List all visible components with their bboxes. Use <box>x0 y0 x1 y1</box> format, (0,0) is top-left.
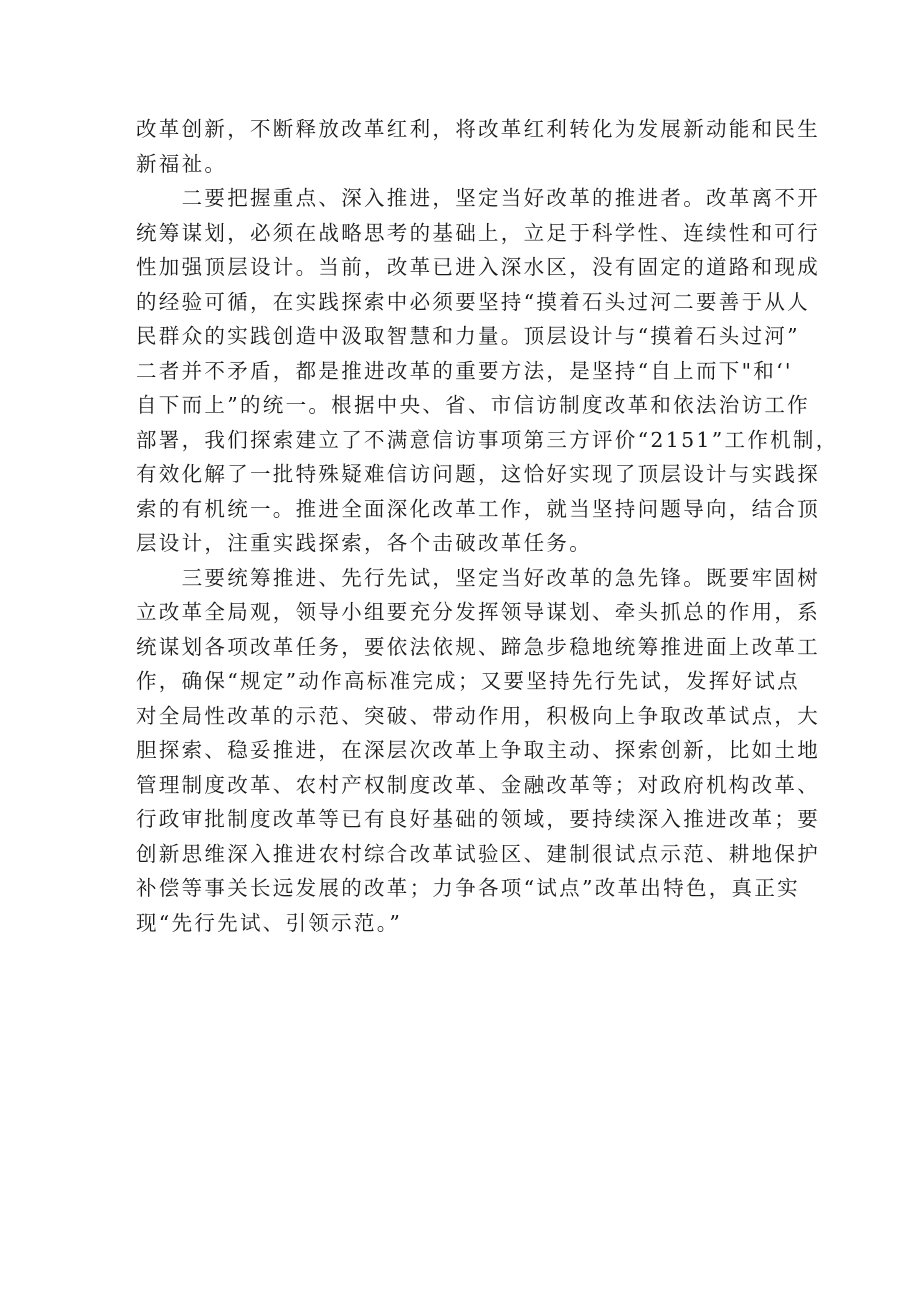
text-line: 补偿等事关长远发展的改革；力争各项“试点”改革出特色，真正实 <box>136 876 800 900</box>
text-line: 民群众的实践创造中汲取智慧和力量。顶层设计与“摸着石头过河” <box>136 324 800 348</box>
text-line: 部署，我们探索建立了不满意信访事项第三方评价“2151”工作机制， <box>136 427 839 452</box>
text-line: 的经验可循，在实践探索中必须要坚持“摸着石头过河二要善于从人 <box>136 289 810 314</box>
text-line: 立改革全局观，领导小组要充分发挥领导谋划、牵头抓总的作用，系 <box>136 600 820 624</box>
text-line: 胆探索、稳妥推进，在深层次改革上争取主动、探索创新，比如土地 <box>136 738 820 762</box>
text-line: 管理制度改革、农村产权制度改革、金融改革等；对政府机构改革、 <box>136 772 820 797</box>
text-line: 统谋划各项改革任务，要依法依规、蹄急步稳地统筹推进面上改革工 <box>136 634 820 659</box>
text-line: 性加强顶层设计。当前，改革已进入深水区，没有固定的道路和现成 <box>136 255 820 279</box>
text-line: 新福祉。 <box>136 151 228 176</box>
text-line: 二者并不矛盾，都是推进改革的重要方法，是坚持“自上而下"和‘' <box>136 358 793 383</box>
text-line: 索的有机统一。推进全面深化改革工作，就当坚持问题导向，结合顶 <box>136 496 820 521</box>
text-line: 三要统筹推进、先行先试，坚定当好改革的急先锋。既要牢固树 <box>136 565 820 590</box>
text-line: 有效化解了一批特殊疑难信访问题，这恰好实现了顶层设计与实践探 <box>136 462 820 486</box>
text-line: 作，确保“规定”动作高标准完成；又要坚持先行先试，发挥好试点 <box>136 669 800 693</box>
text-line: 层设计，注重实践探索，各个击破改革任务。 <box>136 531 592 555</box>
text-line: 行政审批制度改革等已有良好基础的领域，要持续深入推进改革；要 <box>136 807 820 831</box>
paragraph-1 <box>136 112 820 181</box>
text-line: 自下而上”的统一。根据中央、省、市信访制度改革和依法治访工作 <box>136 393 810 417</box>
document-page <box>136 112 839 940</box>
paragraph-2 <box>136 181 839 561</box>
text-line: 创新思维深入推进农村综合改革试验区、建制很试点示范、耕地保护 <box>136 841 820 866</box>
text-line: 二要把握重点、深入推进，坚定当好改革的推进者。改革离不开 <box>136 186 820 210</box>
text-line: 统筹谋划，必须在战略思考的基础上，立足于科学性、连续性和可行 <box>136 220 820 245</box>
text-line: 对全局性改革的示范、突破、带动作用，积极向上争取改革试点，大 <box>136 703 820 728</box>
paragraph-3 <box>136 561 820 941</box>
text-line: 改革创新，不断释放改革红利，将改革红利转化为发展新动能和民生 <box>136 117 820 141</box>
text-line: 现“先行先试、引领示范。” <box>136 910 403 935</box>
